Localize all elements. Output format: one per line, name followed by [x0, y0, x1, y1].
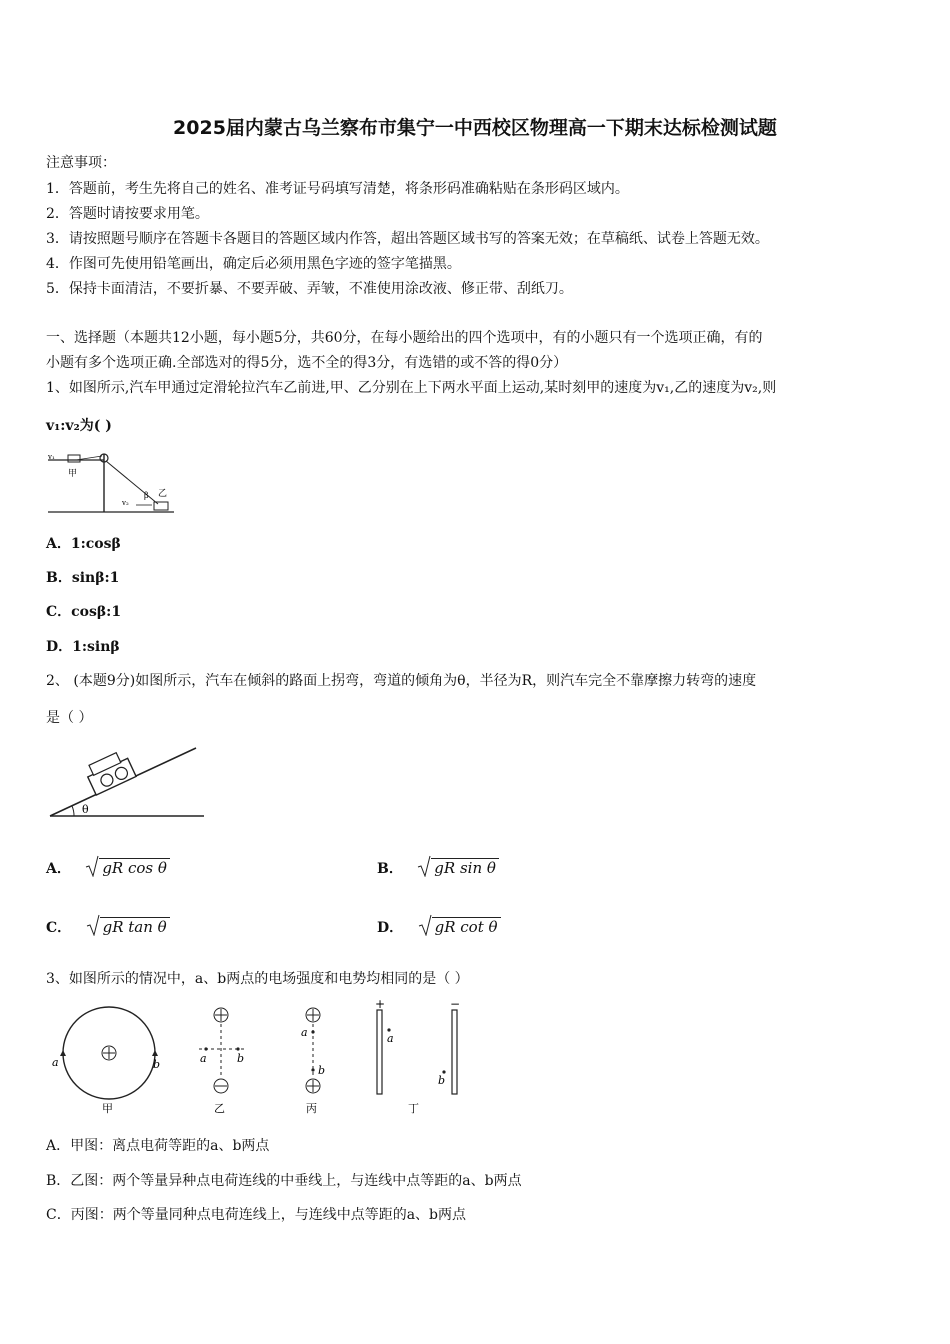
expression-text: gR cos θ: [99, 858, 170, 877]
positive-plate: [377, 1010, 382, 1094]
q3-option-a[interactable]: A．甲图：离点电荷等距的a、b两点: [46, 1138, 270, 1154]
a-label: a: [52, 1056, 59, 1069]
notice-item: 5．保持卡面清洁，不要折暴、不要弄破、弄皱，不准使用涂改液、修正带、刮纸刀。: [46, 281, 573, 297]
q1-option-a[interactable]: A．1:cosβ: [46, 536, 121, 552]
sqrt-expression: [85, 859, 170, 877]
notice-item: 2．答题时请按要求用笔。: [46, 206, 209, 222]
q1-option-c[interactable]: C．cosβ:1: [46, 604, 122, 620]
q2-option-d[interactable]: [377, 917, 501, 937]
b-label: b: [318, 1064, 326, 1077]
notice-item: 3．请按照题号顺序在答题卡各题目的答题区域内作答，超出答题区域书写的答案无效；在草稿纸、试卷上答题无效。: [46, 231, 769, 247]
sqrt-expression: [418, 918, 501, 936]
jia-caption: 甲: [102, 1102, 113, 1115]
banked-road-figure: [48, 738, 208, 820]
notice-item: 4．作图可先使用铅笔画出，确定后必须用黑色字迹的签字笔描黑。: [46, 256, 461, 272]
car-jia: [68, 455, 80, 462]
electric-field-figure: [46, 998, 476, 1120]
q1-option-b[interactable]: B．sinβ:1: [46, 570, 120, 586]
bing-caption: 丙: [306, 1102, 317, 1115]
q2-option-a[interactable]: [46, 858, 170, 878]
q3-option-b[interactable]: B．乙图：两个等量异种点电荷连线的中垂线上，与连线中点等距的a、b两点: [46, 1173, 522, 1189]
option-letter: B．: [377, 861, 403, 877]
pulley-figure: [46, 450, 176, 518]
question-2-stem: 2、 (本题9分)如图所示，汽车在倾斜的路面上拐弯，弯道的倾角为θ，半径为R，则汽车完全不靠摩擦力转弯的速度: [46, 673, 757, 689]
v1-label: v₁: [48, 453, 55, 461]
section-heading-line2: 小题有多个选项正确.全部选对的得5分，选不全的得3分，有选错的或不答的得0分）: [46, 355, 568, 371]
q3-option-c[interactable]: C．丙图：两个等量同种点电荷连线上，与连线中点等距的a、b两点: [46, 1207, 467, 1223]
q2-option-b[interactable]: [377, 858, 499, 878]
expression-text: gR tan θ: [100, 917, 170, 936]
beta-label: β: [144, 491, 149, 500]
b-label: b: [438, 1074, 446, 1087]
question-1-stem-line2: v₁:v₂为( ): [46, 418, 112, 434]
section-heading-line1: 一、选择题（本题共12小题，每小题5分，共60分，在每小题给出的四个选项中，有的小题只有一个选项正确，有的: [46, 330, 763, 346]
car-icon: [84, 749, 137, 795]
negative-plate: [452, 1010, 457, 1094]
expression-text: gR sin θ: [431, 858, 499, 877]
plus-sign: +: [375, 998, 386, 1011]
a-label: a: [200, 1052, 207, 1065]
minus-sign: −: [450, 998, 461, 1011]
car-yi: [154, 502, 168, 510]
question-1-stem: 1、如图所示,汽车甲通过定滑轮拉汽车乙前进,甲、乙分别在上下两水平面上运动,某时刻甲的速度为v₁,乙的速度为v₂,则: [46, 380, 777, 396]
a-label: a: [387, 1032, 394, 1045]
page-title: 2025届内蒙古乌兰察布市集宁一中西校区物理高一下期末达标检测试题: [173, 117, 777, 139]
a-label: a: [301, 1026, 308, 1039]
theta-label: θ: [82, 803, 89, 816]
question-3-stem: 3、如图所示的情况中，a、b两点的电场强度和电势均相同的是（ ）: [46, 971, 469, 987]
expression-text: gR cot θ: [432, 917, 501, 936]
notice-heading: 注意事项：: [46, 155, 116, 171]
q1-option-d[interactable]: D．1:sinβ: [46, 639, 120, 655]
b-label: b: [237, 1052, 245, 1065]
v2-label: v₂: [122, 499, 129, 507]
yi-label: 乙: [158, 489, 168, 499]
option-letter: D．: [377, 920, 404, 936]
jia-label: 甲: [68, 469, 78, 479]
option-letter: A．: [46, 861, 71, 877]
sqrt-expression: [86, 918, 170, 936]
option-letter: C．: [46, 920, 72, 936]
ding-caption: 丁: [408, 1102, 419, 1115]
b-label: b: [153, 1058, 161, 1071]
sqrt-expression: [417, 859, 499, 877]
q2-option-c[interactable]: [46, 917, 170, 937]
question-2-stem-line2: 是（ ）: [46, 710, 93, 726]
notice-item: 1．答题前，考生先将自己的姓名、准考证号码填写清楚，将条形码准确粘贴在条形码区域内。: [46, 181, 629, 197]
yi-caption: 乙: [214, 1102, 225, 1115]
